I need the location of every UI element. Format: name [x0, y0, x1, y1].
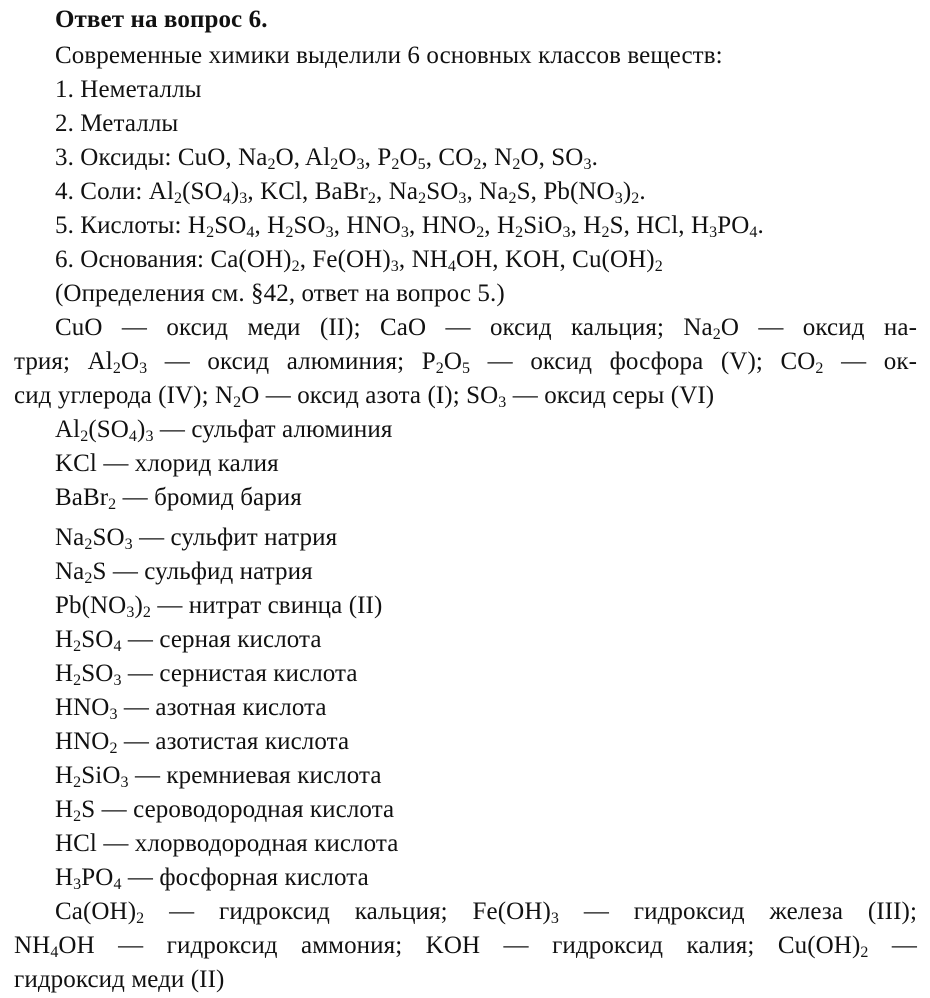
intro-text: Современные химики выделили 6 основных классов веществ: [55, 42, 723, 69]
substance-name-line: $Na_2SO_3$ — сульфит натрия [55, 524, 338, 553]
class-item: 1. Неметаллы [55, 76, 202, 103]
substance-name-line: $H_2S$ — сероводородная кислота [55, 796, 395, 825]
substance-name-line: $Pb(NO_3)_2$ — нитрат свинца (II) [55, 592, 383, 621]
class-label: 5. Кислоты: [55, 212, 182, 239]
substance-name-line: $H_2SO_4$ — серная кислота [55, 626, 322, 655]
class-label: 6. Основания: [55, 246, 205, 273]
substance-name-line: $Na_2S$ — сульфид натрия [55, 558, 313, 587]
class-item [55, 176, 646, 208]
class-label: 4. Соли: [55, 178, 143, 205]
oxides-paragraph-line: трия; $Al_2O_3$ — оксид алюминия; $P_2O_5$ — оксид фосфора (V); $CO_2$ — ок- [14, 348, 918, 377]
class-formulas: CuO, $Na_2O$, $Al_2O_3$, $P_2O_5$, $CO_2$, $N_2O$, $SO_3$. [171, 144, 598, 173]
reference-note: (Определения см. §42, ответ на вопрос 5.) [55, 280, 505, 307]
substance-name-line: $H_3PO_4$ — фосфорная кислота [55, 864, 369, 893]
class-label: 3. Оксиды: [55, 144, 172, 171]
class-item [55, 244, 663, 276]
bases-paragraph-line: $Ca(OH)_2$ — гидроксид кальция; $Fe(OH)_3$ — гидроксид железа (III); [55, 898, 917, 927]
substance-name-line: $HNO_2$ — азотистая кислота [55, 728, 350, 757]
substance-name-line: $HNO_3$ — азотная кислота [55, 694, 327, 723]
class-item [55, 142, 598, 174]
substance-name-line: $H_2SiO_3$ — кремниевая кислота [55, 762, 382, 791]
substance-name-line: $Al_2(SO_4)_3$ — сульфат алюминия [55, 416, 393, 445]
class-formulas: $H_2SO_4$, $H_2SO_3$, $HNO_3$, $HNO_2$, $H_2SiO_3$, $H_2S$, HCl, $H_3PO_4$. [181, 212, 764, 241]
class-formulas: $Ca(OH)_2$, $Fe(OH)_3$, $NH_4OH$, KOH, $Cu(OH)_2$ [204, 246, 663, 275]
heading: Ответ на вопрос 6. [55, 6, 268, 33]
class-item: 2. Металлы [55, 110, 179, 137]
substance-name-line: HCl — хлорводородная кислота [55, 830, 399, 857]
oxides-paragraph-line: сид углерода (IV); $N_2O$ — оксид азота (I); $SO_3$ — оксид серы (VI) [14, 382, 715, 411]
oxides-paragraph-line: CuO — оксид меди (II); CaO — оксид кальция; $Na_2O$ — оксид на- [55, 314, 917, 343]
bases-paragraph-line: гидроксид меди (II) [14, 966, 225, 993]
substance-name-line: $H_2SO_3$ — сернистая кислота [55, 660, 358, 689]
substance-name-line: KCl — хлорид калия [55, 450, 279, 477]
class-item [55, 210, 764, 242]
substance-name-line: BaBr$_2$ — бромид бария [55, 484, 302, 513]
bases-paragraph-line: $NH_4OH$ — гидроксид аммония; KOH — гидроксид калия; $Cu(OH)_2$ — [14, 932, 918, 961]
class-formulas: $Al_2(SO_4)_3$, KCl, BaBr$_2$, $Na_2SO_3$, $Na_2S$, $Pb(NO_3)_2$. [142, 178, 646, 207]
